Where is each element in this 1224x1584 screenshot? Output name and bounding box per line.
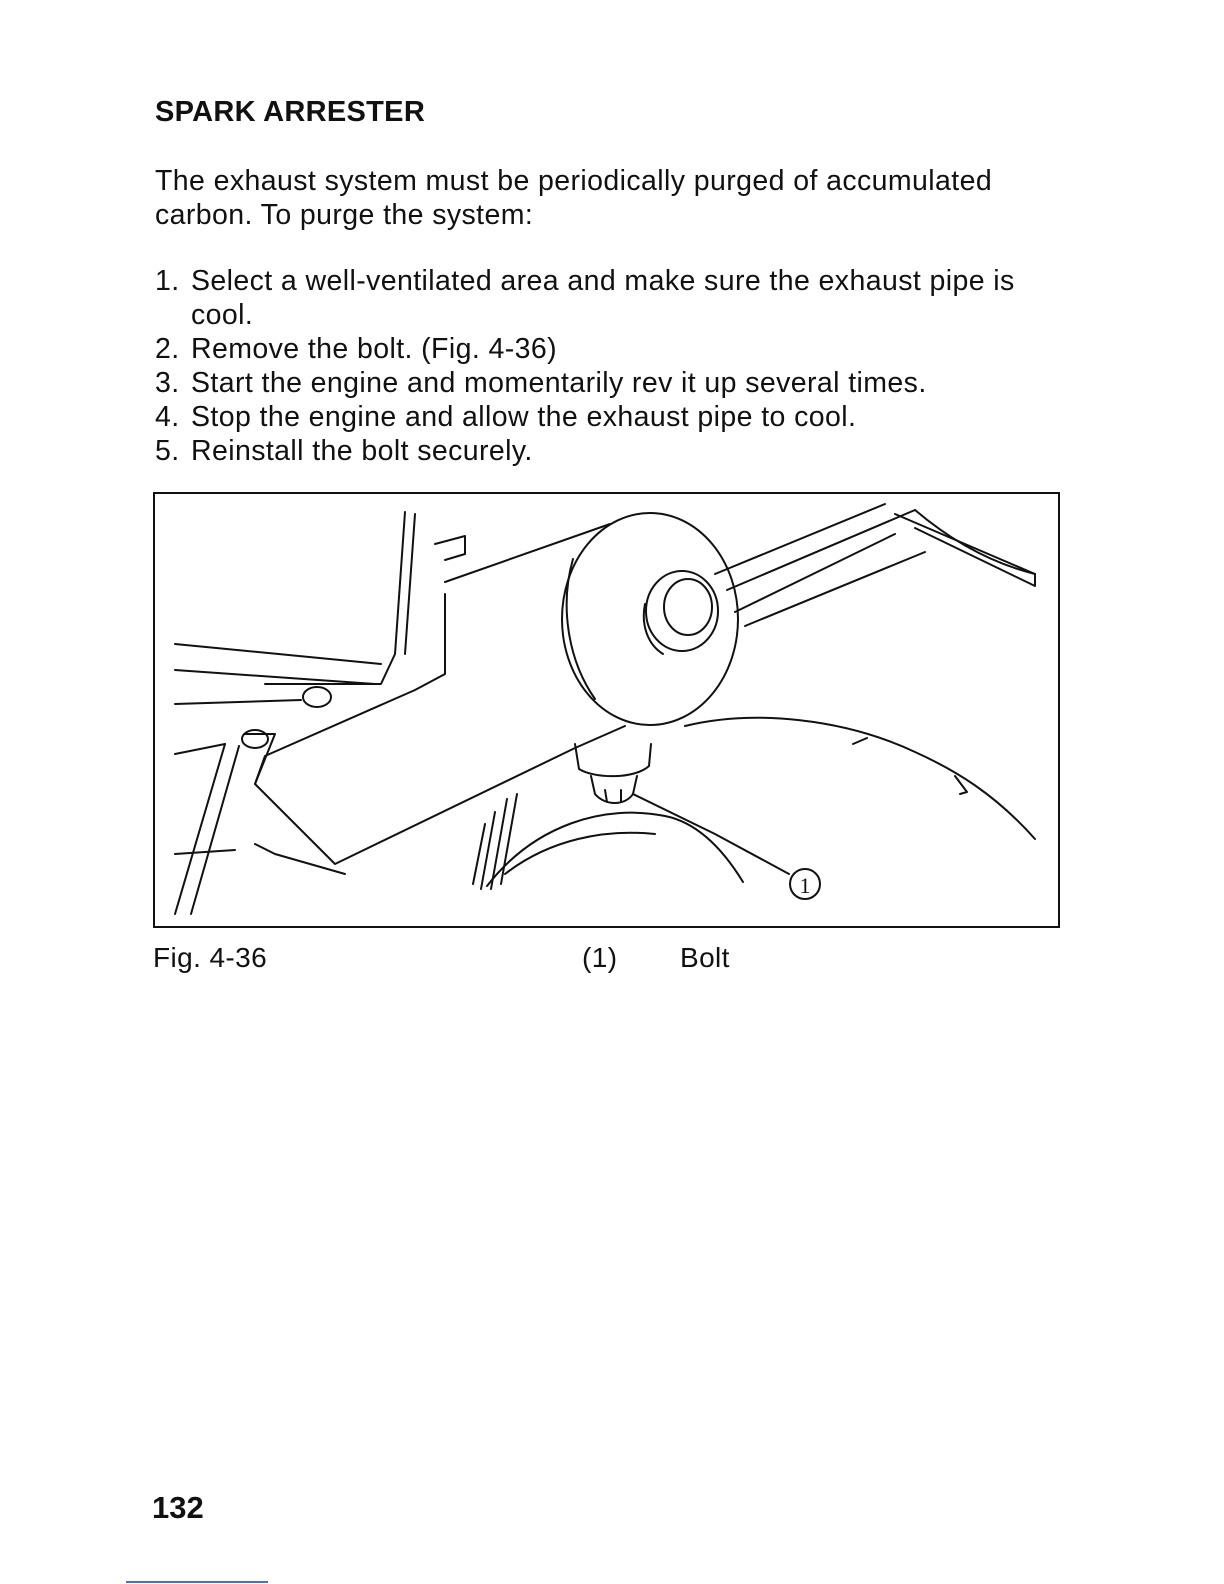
- spark-arrester-illustration: [153, 492, 1060, 928]
- step-item: [155, 400, 1075, 434]
- figure-caption: Fig. 4-36: [153, 942, 268, 973]
- tire-outline: [685, 718, 1035, 839]
- muffler-end-cap: [562, 513, 738, 725]
- muffler-cap-rim: [567, 559, 595, 699]
- line-drawing: [155, 494, 1058, 926]
- callout-number: 1: [799, 873, 811, 898]
- exhaust-pipe-bottom: [575, 726, 625, 748]
- bolt-boss: [575, 744, 651, 776]
- step-item: [155, 264, 1075, 332]
- step-text: Start the engine and momentarily rev it up several times.: [191, 367, 927, 399]
- step-number: 1.: [155, 265, 180, 297]
- step-text: Reinstall the bolt securely.: [191, 435, 533, 467]
- step-item: [155, 366, 1075, 400]
- figure-legend: [582, 942, 730, 974]
- step-text: Select a well-ventilated area and make sure the exhaust pipe is cool.: [191, 265, 1015, 331]
- outlet-pipe-outer: [646, 571, 718, 651]
- fastener-left: [303, 687, 331, 707]
- wheel-arc: [487, 813, 743, 886]
- frame-rail-lower: [735, 534, 925, 626]
- left-lower-lines: [175, 744, 345, 874]
- tire-edge: [853, 738, 967, 794]
- bolt-hex-lines: [605, 790, 621, 802]
- step-number: 4.: [155, 401, 180, 433]
- step-item: [155, 332, 1075, 366]
- page-number: 132: [152, 1490, 204, 1525]
- step-text: Remove the bolt. (Fig. 4-36): [191, 333, 558, 365]
- step-text: Stop the engine and allow the exhaust pipe to cool.: [191, 401, 857, 433]
- intro-paragraph: The exhaust system must be periodically purged of accumulated carbon. To purge the system:: [155, 165, 993, 231]
- step-number: 2.: [155, 333, 180, 365]
- bolt-head-icon: [591, 776, 637, 803]
- callout-leader: [633, 794, 789, 874]
- step-number: 5.: [155, 435, 180, 467]
- frame-right-curve: [915, 510, 1035, 574]
- left-bracket: [435, 536, 465, 560]
- left-frame-tube: [265, 512, 415, 684]
- outlet-pipe-inner: [664, 579, 712, 635]
- exhaust-pipe-body: [255, 594, 575, 864]
- wheel-inner-arc: [505, 833, 655, 874]
- section-heading: SPARK ARRESTER: [155, 96, 426, 128]
- left-panel-lines: [175, 644, 381, 704]
- step-item: [155, 434, 1075, 468]
- step-number: 3.: [155, 367, 180, 399]
- fastener-lower: [242, 730, 268, 748]
- legend-number: (1): [582, 942, 618, 973]
- exhaust-pipe-top: [445, 524, 610, 582]
- legend-label: Bolt: [680, 942, 730, 973]
- frame-rail-upper: [715, 504, 1035, 590]
- footer-rule: [126, 1581, 268, 1583]
- procedure-steps: [155, 264, 1075, 468]
- left-strut: [175, 734, 275, 914]
